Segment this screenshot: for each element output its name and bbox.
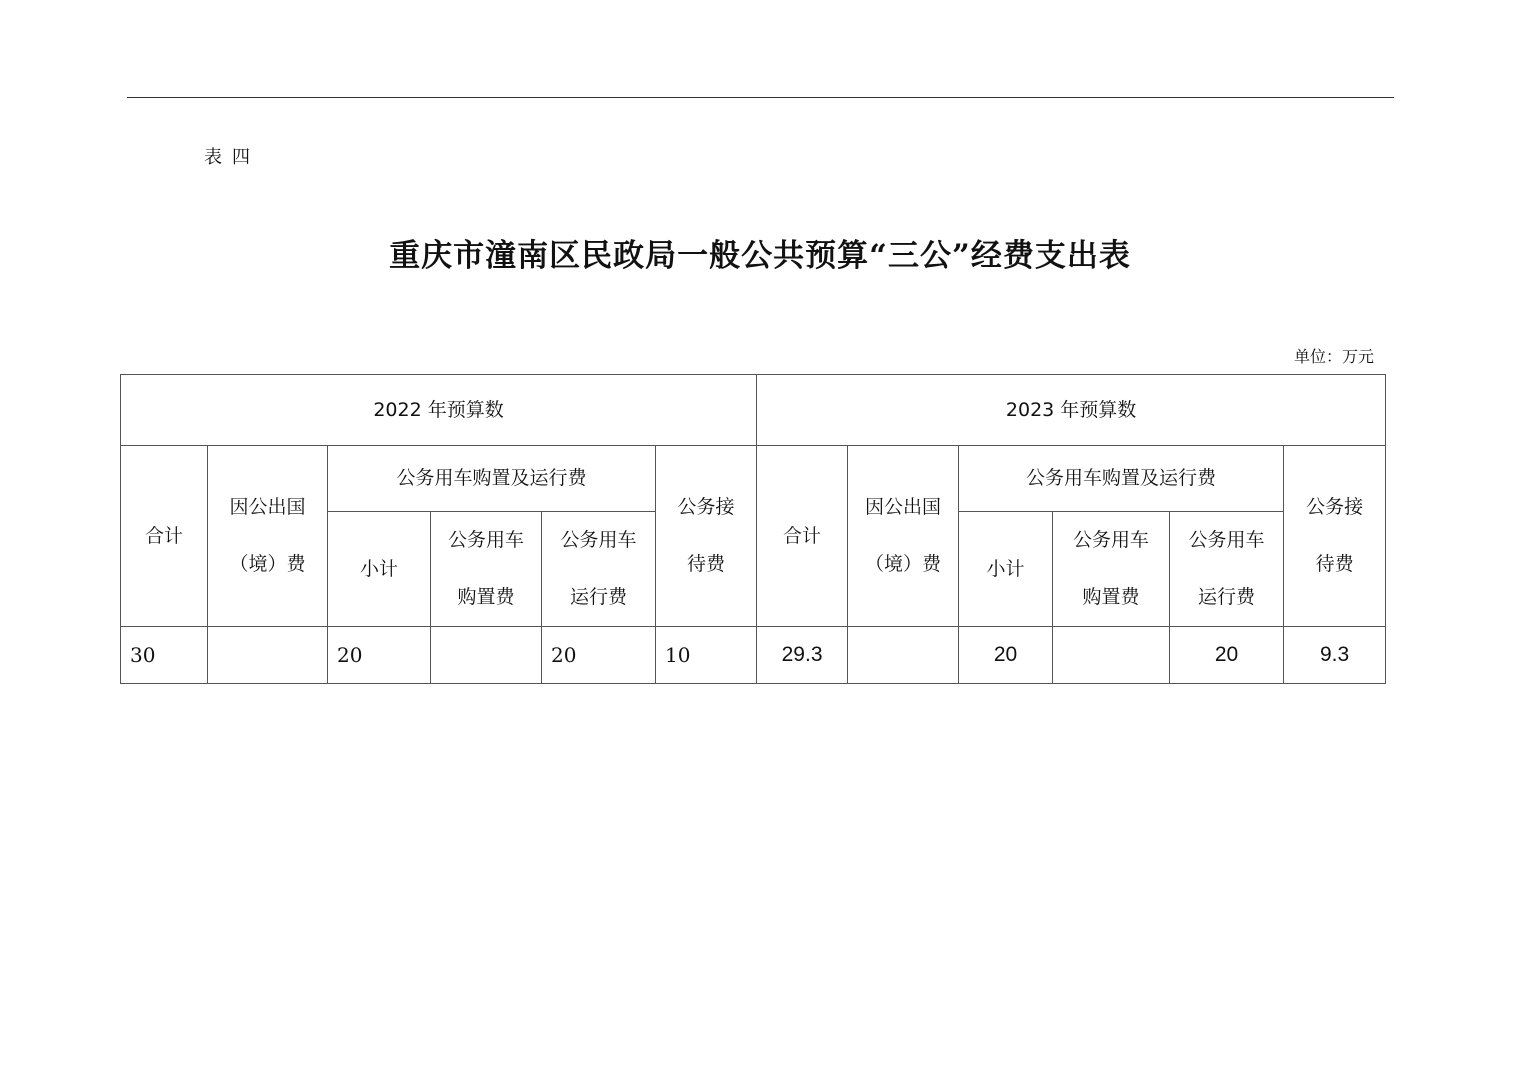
col-subtotal-2023: 小计 — [959, 512, 1053, 627]
col-reception-2023 — [1284, 446, 1386, 627]
col-car-purchase-line1: 公务用车 — [447, 529, 524, 551]
col-car-operation-line1: 公务用车 — [1188, 529, 1265, 551]
cell-car-purchase-2022 — [431, 627, 542, 684]
cell-reception-2023: 9.3 — [1284, 627, 1386, 684]
col-abroad-line2: （境）费 — [865, 553, 942, 575]
cell-abroad-2022 — [208, 627, 328, 684]
year-2022-header: 2022 年预算数 — [121, 375, 757, 446]
col-reception-line1: 公务接 — [677, 496, 735, 518]
col-car-operation-2023 — [1170, 512, 1284, 627]
cell-total-2022: 30 — [121, 627, 208, 684]
col-car-operation-line2: 运行费 — [1198, 586, 1256, 608]
col-car-purchase-2023 — [1053, 512, 1170, 627]
col-car-operation-line2: 运行费 — [569, 586, 627, 608]
col-car-operation-2022 — [542, 512, 656, 627]
col-total-2022: 合计 — [121, 446, 208, 627]
top-rule — [127, 97, 1394, 98]
col-car-purchase-line2: 购置费 — [1082, 586, 1140, 608]
col-abroad-line1: 因公出国 — [865, 496, 942, 518]
col-reception-2022 — [656, 446, 757, 627]
cell-car-operation-2022: 20 — [542, 627, 656, 684]
col-car-purchase-line1: 公务用车 — [1073, 529, 1150, 551]
document-title: 重庆市潼南区民政局一般公共预算“三公”经费支出表 — [389, 238, 1131, 274]
col-car-group-2023: 公务用车购置及运行费 — [959, 446, 1284, 512]
col-car-purchase-line2: 购置费 — [457, 586, 515, 608]
cell-subtotal-2022: 20 — [328, 627, 431, 684]
col-reception-line2: 待费 — [687, 553, 726, 575]
cell-car-purchase-2023 — [1053, 627, 1170, 684]
unit-label: 单位：万元 — [1294, 347, 1375, 366]
col-total-2023: 合计 — [757, 446, 848, 627]
col-abroad-2023 — [848, 446, 959, 627]
col-reception-line1: 公务接 — [1306, 496, 1364, 518]
expense-table — [120, 374, 1386, 684]
col-subtotal-2022: 小计 — [328, 512, 431, 627]
cell-subtotal-2023: 20 — [959, 627, 1053, 684]
table-number: 表四 — [204, 147, 260, 168]
col-reception-line2: 待费 — [1315, 553, 1354, 575]
cell-total-2023: 29.3 — [757, 627, 848, 684]
col-car-purchase-2022 — [431, 512, 542, 627]
col-abroad-line1: 因公出国 — [229, 496, 306, 518]
year-2023-header: 2023 年预算数 — [757, 375, 1386, 446]
col-car-group-2022: 公务用车购置及运行费 — [328, 446, 656, 512]
col-abroad-2022 — [208, 446, 328, 627]
cell-reception-2022: 10 — [656, 627, 757, 684]
col-abroad-line2: （境）费 — [229, 553, 306, 575]
col-car-operation-line1: 公务用车 — [560, 529, 637, 551]
cell-car-operation-2023: 20 — [1170, 627, 1284, 684]
table-row — [121, 627, 1386, 684]
cell-abroad-2023 — [848, 627, 959, 684]
